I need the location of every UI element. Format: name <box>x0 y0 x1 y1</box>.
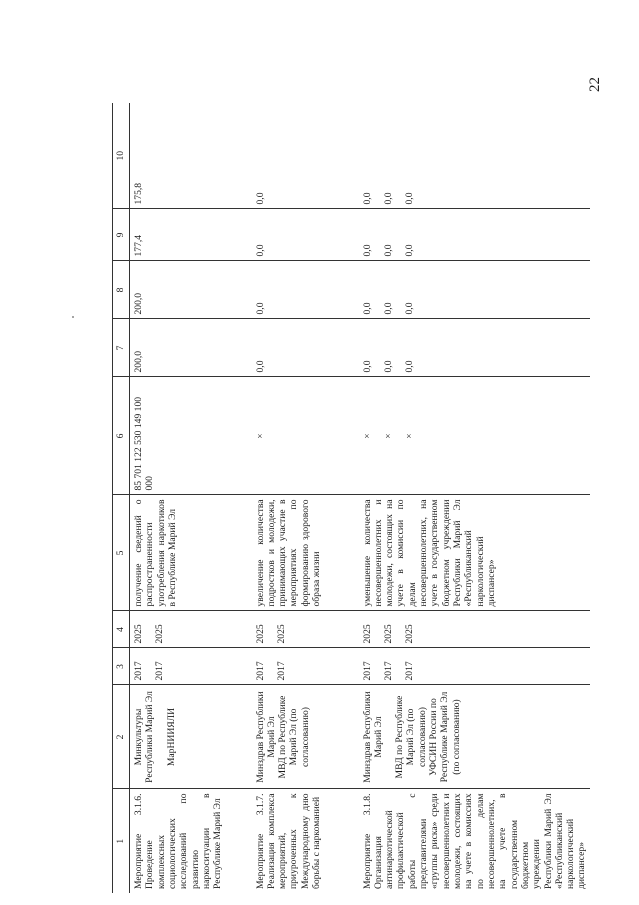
executor-name: Минкультуры Республики Марий Эл <box>133 691 156 783</box>
measure-cell: Мероприятие 3.1.6. Проведение комплексных социологических исследований по развитию наркоситуации в Республике Марий Эл <box>133 793 224 889</box>
value-cell <box>359 209 590 261</box>
budget-code-cell <box>359 377 590 495</box>
start-year: 2017 <box>275 661 287 681</box>
end-year-cell <box>130 611 252 648</box>
value-cell: 177,4 <box>130 209 252 261</box>
end-year-cell <box>252 611 359 648</box>
start-year: 2017 <box>133 661 144 681</box>
value-cell: 200,0 <box>130 261 252 319</box>
start-year: 2017 <box>254 661 266 681</box>
column-header: 10 <box>113 103 130 209</box>
budget-code: × <box>404 433 416 439</box>
value-cell <box>359 319 590 377</box>
budget-code-cell: × <box>252 377 359 495</box>
result-cell: уменьшение количества несовершеннолетних и молодежи, состоящих на учете в комиссии по делам несовершеннолетних, на учете в государственном бюджетном учреждении Республики Марий Эл «Республиканский наркологический диспансер» <box>359 495 590 611</box>
end-year: 2025 <box>275 624 287 644</box>
column-header: 1 <box>113 789 130 893</box>
value-cell: 175,8 <box>130 103 252 209</box>
end-year: 2025 <box>254 624 266 644</box>
start-year: 2017 <box>154 661 166 681</box>
value: 0,0 <box>361 302 373 315</box>
column-header: 3 <box>113 648 130 685</box>
value: 0,0 <box>382 302 394 315</box>
result-cell: получение сведений о распространенности употребления наркотиков в Республике Марий Эл <box>130 495 252 611</box>
start-year: 2017 <box>404 661 416 681</box>
end-year: 2025 <box>361 624 373 644</box>
value: 0,0 <box>404 302 416 315</box>
end-year: 2025 <box>133 624 144 644</box>
value-cell: 0,0 <box>252 209 359 261</box>
value: 0,0 <box>382 192 394 205</box>
rotated-table-wrapper <box>112 103 588 893</box>
header-row <box>113 103 130 893</box>
budget-code: × <box>382 433 394 439</box>
value: 0,0 <box>382 360 394 373</box>
executor-name: УФСИН России по Республике Марий Эл (по согласованию) <box>428 691 462 783</box>
value-cell: 0,0 <box>252 103 359 209</box>
value-cell: 0,0 <box>252 261 359 319</box>
column-header: 4 <box>113 611 130 648</box>
value: 0,0 <box>382 244 394 257</box>
value: 0,0 <box>361 192 373 205</box>
column-header: 6 <box>113 377 130 495</box>
column-header: 9 <box>113 209 130 261</box>
executor-name: Минздрав Республики Марий Эл <box>254 691 277 783</box>
table-row <box>359 103 590 893</box>
value-cell <box>359 103 590 209</box>
value: 0,0 <box>404 360 416 373</box>
start-year-cell <box>130 648 252 685</box>
measure-cell: Мероприятие 3.1.7. Реализация комплекса мероприятий, приуроченных к Международному дню борьбы с наркоманией <box>254 793 323 889</box>
budget-code: × <box>361 433 373 439</box>
result-cell: увеличение количества подростков и молодежи, принимающих участие в мероприятиях по формированию здорового образа жизни <box>252 495 359 611</box>
budget-code-cell: 85 701 122 530 149 100 000 <box>130 377 252 495</box>
end-year: 2025 <box>154 624 166 644</box>
column-header: 2 <box>113 685 130 789</box>
end-year: 2025 <box>404 624 416 644</box>
executor-name: МВД по Республике Марий Эл (по согласованию) <box>277 695 311 779</box>
main-table <box>112 103 590 893</box>
value-cell: 0,0 <box>252 319 359 377</box>
start-year: 2017 <box>382 661 394 681</box>
end-year: 2025 <box>382 624 394 644</box>
executor-cell <box>130 685 252 789</box>
executor-cell <box>359 685 590 789</box>
value: 0,0 <box>404 244 416 257</box>
scan-speck <box>72 316 74 318</box>
column-header: 5 <box>113 495 130 611</box>
executor-name: МарНИИЯЛИ <box>165 707 177 767</box>
measure-cell: Мероприятие 3.1.8. Организация антинаркотической профилактической работы с представителями «группы риска» среди несовершеннолетних и молодежи, состоящих на учете в комиссиях по делам несовершеннолетних, на учете в государственном бюджетном учреждении Республики Марий Эл «Республиканский наркологический диспансер» <box>361 793 588 889</box>
start-year-cell <box>252 648 359 685</box>
page-number: 22 <box>587 77 603 92</box>
table-row <box>130 103 252 893</box>
start-year-cell <box>359 648 590 685</box>
column-header: 7 <box>113 319 130 377</box>
value-cell <box>359 261 590 319</box>
table-row <box>252 103 359 893</box>
column-header: 8 <box>113 261 130 319</box>
value: 0,0 <box>361 360 373 373</box>
value-cell: 200,0 <box>130 319 252 377</box>
executor-cell <box>252 685 359 789</box>
value: 0,0 <box>404 192 416 205</box>
value: 0,0 <box>361 244 373 257</box>
end-year-cell <box>359 611 590 648</box>
executor-name: Минздрав Республики Марий Эл <box>361 691 384 783</box>
executor-name: МВД по Республике Марий Эл (по согласованию) <box>394 695 428 779</box>
start-year: 2017 <box>361 661 373 681</box>
